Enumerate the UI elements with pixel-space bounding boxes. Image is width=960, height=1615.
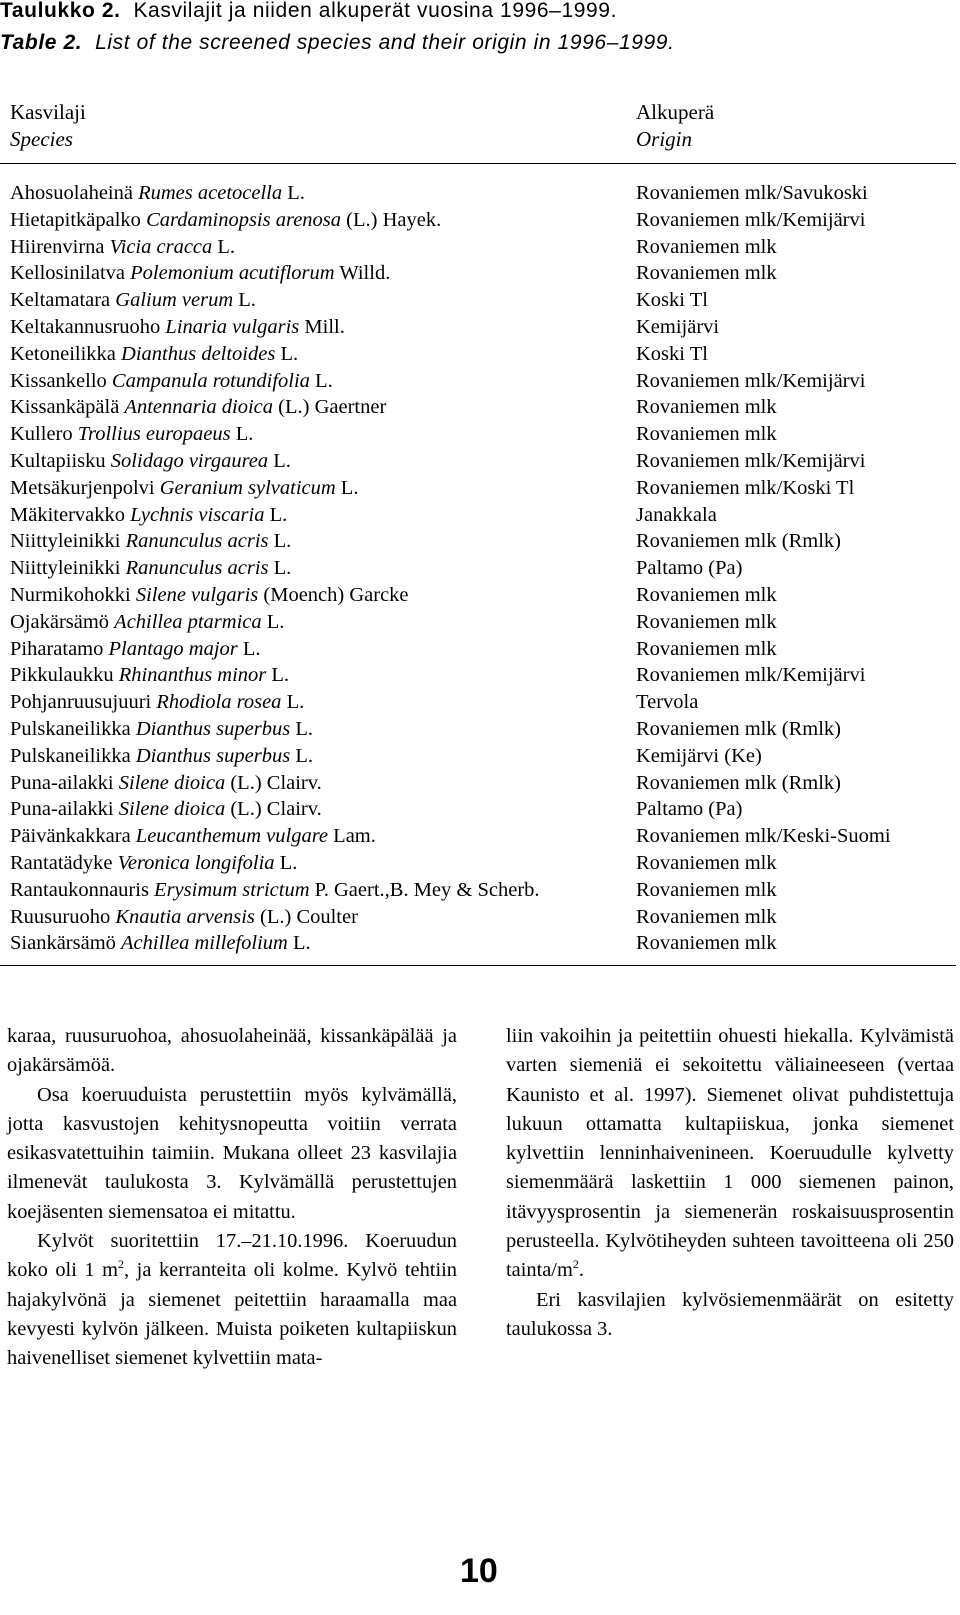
- origin-cell: Rovaniemen mlk/Keski-Suomi: [636, 825, 891, 848]
- species-cell: [10, 316, 345, 339]
- origin-cell: Rovaniemen mlk: [636, 851, 777, 874]
- latin-name: Dianthus deltoides: [121, 342, 276, 365]
- page-number: 10: [460, 1552, 498, 1590]
- table-row: [0, 772, 956, 799]
- table-row: [0, 906, 956, 933]
- table-row: [0, 209, 956, 236]
- species-cell: [10, 852, 297, 875]
- author-name: P. Gaert.,B. Mey & Scherb.: [314, 878, 540, 901]
- latin-name: Campanula rotundifolia: [111, 369, 310, 392]
- origin-cell: Rovaniemen mlk/Kemijärvi: [636, 664, 866, 687]
- origin-cell: Rovaniemen mlk/Kemijärvi: [636, 369, 866, 392]
- common-name: Hiirenvirna: [10, 235, 105, 258]
- species-cell: [10, 879, 540, 902]
- species-cell: [10, 530, 291, 553]
- table-row: [0, 557, 956, 584]
- col-header-species-en: Species: [10, 127, 73, 151]
- col-header-origin-en: Origin: [636, 127, 693, 151]
- species-cell: [10, 396, 386, 419]
- author-name: L.: [340, 476, 359, 499]
- common-name: Niittyleinikki: [10, 557, 121, 580]
- table-row: [0, 825, 956, 852]
- species-cell: [10, 932, 311, 955]
- origin-cell: Rovaniemen mlk: [636, 932, 777, 955]
- species-cell: [10, 664, 289, 687]
- latin-name: Veronica longifolia: [117, 851, 275, 874]
- latin-name: Leucanthemum vulgare: [135, 825, 329, 848]
- origin-cell: Rovaniemen mlk: [636, 637, 777, 660]
- species-cell: [10, 584, 409, 607]
- author-name: (L.) Hayek.: [346, 208, 442, 231]
- table-row: [0, 798, 956, 825]
- author-name: L.: [292, 932, 311, 955]
- table-row: [0, 530, 956, 557]
- species-cell: [10, 798, 322, 821]
- latin-name: Ranunculus acris: [125, 557, 269, 580]
- table-row: [0, 718, 956, 745]
- common-name: Kullero: [10, 423, 73, 446]
- author-name: L.: [269, 503, 288, 526]
- latin-name: Silene vulgaris: [135, 583, 259, 606]
- author-name: L.: [217, 235, 236, 258]
- species-cell: [10, 236, 235, 259]
- latin-name: Trollius europaeus: [77, 423, 231, 446]
- table-title-english: List of the screened species and their origin in 1996–1999.: [95, 31, 675, 54]
- species-cell: [10, 262, 390, 285]
- table-row: [0, 396, 956, 423]
- table-row: [0, 691, 956, 718]
- common-name: Ketoneilikka: [10, 342, 116, 365]
- latin-name: Antennaria dioica: [124, 396, 274, 419]
- common-name: Päivänkakkara: [10, 825, 131, 848]
- origin-cell: Kemijärvi: [636, 315, 720, 338]
- latin-name: Ranunculus acris: [125, 530, 269, 553]
- latin-name: Vicia cracca: [109, 235, 213, 258]
- table-row: [0, 343, 956, 370]
- author-name: Willd.: [339, 262, 391, 285]
- origin-cell: Paltamo (Pa): [636, 798, 743, 821]
- species-cell: [10, 772, 322, 795]
- latin-name: Knautia arvensis: [115, 905, 255, 928]
- origin-cell: Rovaniemen mlk: [636, 610, 777, 633]
- author-name: (L.) Clairv.: [230, 771, 322, 794]
- table-bottom-rule: [0, 965, 956, 966]
- author-name: L.: [295, 744, 313, 767]
- author-name: (Moench) Garcke: [263, 583, 409, 606]
- origin-cell: Koski Tl: [636, 289, 708, 312]
- table-caption-english: [0, 31, 675, 55]
- table-row: [0, 477, 956, 504]
- paragraph: Osa koeruuduista perustettiin myös kylvämällä, jotta kasvustojen kehitysnopeutta voitiin verrata esikasvatettuihin taimiin. Mukana olleet 23 kasvilajia ilmenevät taulukosta 3. Kylvämällä perustettujen koejäsenten siemensatoa ei mitattu.: [7, 1083, 457, 1223]
- paragraph: Eri kasvilajien kylvösiemenmäärät on esitetty taulukossa 3.: [506, 1288, 954, 1340]
- species-cell: [10, 825, 376, 848]
- table-row: [0, 262, 956, 289]
- latin-name: Cardaminopsis arenosa: [146, 208, 342, 231]
- origin-cell: Rovaniemen mlk/Kemijärvi: [636, 208, 866, 231]
- origin-cell: Paltamo (Pa): [636, 557, 743, 580]
- table-row: [0, 504, 956, 531]
- origin-cell: Rovaniemen mlk: [636, 905, 777, 928]
- common-name: Pulskaneilikka: [10, 744, 131, 767]
- common-name: Nurmikohokki: [10, 583, 131, 606]
- common-name: Ahosuolaheinä: [10, 182, 133, 204]
- common-name: Metsäkurjenpolvi: [10, 476, 155, 499]
- origin-cell: Rovaniemen mlk (Rmlk): [636, 530, 841, 553]
- origin-cell: Kemijärvi (Ke): [636, 744, 762, 767]
- origin-cell: Rovaniemen mlk: [636, 878, 777, 901]
- species-cell: [10, 343, 298, 366]
- table-row: [0, 879, 956, 906]
- table-caption-finnish: [0, 0, 617, 23]
- species-cell: [10, 182, 305, 205]
- species-cell: [10, 450, 291, 473]
- common-name: Pohjanruusujuuri: [10, 691, 152, 714]
- common-name: Puna-ailakki: [10, 798, 114, 821]
- common-name: Pikkulaukku: [10, 664, 114, 687]
- author-name: L.: [271, 664, 290, 687]
- latin-name: Polemonium acutiflorum: [130, 262, 335, 285]
- origin-cell: Rovaniemen mlk: [636, 423, 777, 446]
- common-name: Keltakannusruoho: [10, 315, 161, 338]
- table-row: [0, 316, 956, 343]
- common-name: Pulskaneilikka: [10, 717, 131, 740]
- common-name: Kellosinilatva: [10, 262, 126, 285]
- common-name: Rantaukonnauris: [10, 878, 149, 901]
- common-name: Ojakärsämö: [10, 610, 110, 633]
- origin-cell: Rovaniemen mlk: [636, 583, 777, 606]
- common-name: Hietapitkäpalko: [10, 208, 141, 231]
- species-cell: [10, 745, 313, 768]
- table-header-rule: [0, 163, 956, 164]
- origin-cell: Rovaniemen mlk: [636, 262, 777, 285]
- origin-cell: Rovaniemen mlk/Savukoski: [636, 182, 868, 204]
- author-name: L.: [279, 851, 298, 874]
- origin-cell: Rovaniemen mlk/Kemijärvi: [636, 449, 866, 472]
- table-label-finnish: Taulukko 2.: [0, 0, 121, 22]
- latin-name: Solidago virgaurea: [110, 449, 269, 472]
- latin-name: Plantago major: [108, 637, 238, 660]
- table-row: [0, 423, 956, 450]
- species-cell: [10, 504, 287, 527]
- common-name: Niittyleinikki: [10, 530, 121, 553]
- author-name: L.: [286, 691, 305, 714]
- author-name: L.: [315, 369, 333, 392]
- latin-name: Geranium sylvaticum: [159, 476, 336, 499]
- species-cell: [10, 370, 333, 393]
- author-name: L.: [266, 610, 285, 633]
- species-cell: [10, 477, 358, 500]
- author-name: L.: [273, 557, 292, 580]
- table-row: [0, 370, 956, 397]
- latin-name: Rhinanthus minor: [118, 664, 267, 687]
- table-row: [0, 638, 956, 665]
- col-header-origin-fi: Alkuperä: [636, 100, 715, 124]
- species-cell: [10, 718, 313, 741]
- latin-name: Silene dioica: [118, 771, 226, 794]
- table-row: [0, 450, 956, 477]
- author-name: L.: [273, 449, 291, 472]
- body-column-left: [7, 1022, 457, 1374]
- common-name: Ruusuruoho: [10, 905, 111, 928]
- common-name: Kissankäpälä: [10, 396, 120, 419]
- author-name: L.: [280, 342, 299, 365]
- common-name: Mäkitervakko: [10, 503, 125, 526]
- table-row: [0, 932, 956, 959]
- author-name: (L.) Coulter: [260, 905, 358, 928]
- species-cell: [10, 423, 253, 446]
- latin-name: Achillea ptarmica: [114, 610, 262, 633]
- common-name: Puna-ailakki: [10, 771, 114, 794]
- origin-cell: Rovaniemen mlk (Rmlk): [636, 771, 841, 794]
- latin-name: Erysimum strictum: [154, 878, 310, 901]
- author-name: L.: [295, 717, 313, 740]
- table-row: [0, 182, 956, 209]
- common-name: Keltamatara: [10, 289, 111, 312]
- species-cell: [10, 209, 441, 232]
- origin-cell: Rovaniemen mlk/Koski Tl: [636, 476, 855, 499]
- latin-name: Achillea millefolium: [121, 932, 288, 955]
- common-name: Kultapiisku: [10, 449, 106, 472]
- species-cell: [10, 289, 256, 312]
- latin-name: Dianthus superbus: [135, 717, 291, 740]
- author-name: Lam.: [333, 825, 376, 848]
- species-cell: [10, 906, 358, 929]
- body-column-right: [506, 1022, 954, 1344]
- table-row: [0, 289, 956, 316]
- author-name: L.: [238, 289, 256, 312]
- species-cell: [10, 638, 261, 661]
- author-name: L.: [242, 637, 261, 660]
- latin-name: Galium verum: [115, 289, 234, 312]
- table-row: [0, 584, 956, 611]
- common-name: Piharatamo: [10, 637, 104, 660]
- origin-cell: Koski Tl: [636, 342, 708, 365]
- author-name: L.: [273, 530, 292, 553]
- origin-cell: Janakkala: [636, 503, 717, 526]
- origin-cell: Tervola: [636, 691, 699, 714]
- paragraph: Kylvöt suoritettiin 17.–21.10.1996. Koeruudun koko oli 1 $m^2$, ja kerranteita oli kolme. Kylvö tehtiin hajakylvönä ja siemenet peitettiin haraamalla maa kevyesti kylvön jälkeen. Muista poiketen kultapiiskun haivenelliset siemenet kylvettiin mata-: [7, 1230, 457, 1370]
- paragraph: liin vakoihin ja peitettiin ohuesti hiekalla. Kylvämistä varten siemeniä ei sekoitettu väliaineeseen (vertaa Kaunisto et al. 1997). Siemenet olivat puhdistettuja lukuun ottamatta kultapiiskua, jonka siemenet kylvettiin lenninhaivenineen. Koeruudulle kylvetty siemenmäärä laskettiin 1 000 siemenen painon, itävyysprosentin ja siemenerän roskaisuusprosentin perusteella. Kylvötiheyden suhteen tavoitteena oli 250 tainta/$m^2$.: [506, 1025, 954, 1282]
- origin-cell: Rovaniemen mlk: [636, 396, 777, 419]
- origin-cell: Rovaniemen mlk (Rmlk): [636, 717, 841, 740]
- common-name: Rantatädyke: [10, 851, 113, 874]
- author-name: L.: [235, 423, 254, 446]
- table-row: [0, 664, 956, 691]
- species-cell: [10, 557, 291, 580]
- table-row: [0, 852, 956, 879]
- latin-name: Linaria vulgaris: [165, 315, 300, 338]
- latin-name: Lychnis viscaria: [130, 503, 265, 526]
- common-name: Siankärsämö: [10, 932, 116, 955]
- paragraph: karaa, ruusuruohoa, ahosuolaheinää, kissankäpälää ja ojakärsämöä.: [7, 1025, 457, 1077]
- author-name: L.: [287, 182, 305, 204]
- latin-name: Dianthus superbus: [135, 744, 291, 767]
- table-row: [0, 236, 956, 263]
- table-row: [0, 745, 956, 772]
- latin-name: Rumes acetocella: [138, 182, 283, 204]
- origin-cell: Rovaniemen mlk: [636, 235, 777, 258]
- species-cell: [10, 611, 284, 634]
- common-name: Kissankello: [10, 369, 107, 392]
- author-name: (L.) Clairv.: [230, 798, 322, 821]
- latin-name: Rhodiola rosea: [156, 691, 282, 714]
- table-title-finnish: Kasvilajit ja niiden alkuperät vuosina 1996–1999.: [133, 0, 617, 22]
- table-row: [0, 611, 956, 638]
- author-name: (L.) Gaertner: [278, 396, 387, 419]
- species-table-body: [0, 182, 956, 959]
- table-label-english: Table 2.: [0, 31, 83, 54]
- latin-name: Silene dioica: [118, 798, 226, 821]
- col-header-species-fi: Kasvilaji: [10, 100, 86, 124]
- author-name: Mill.: [304, 315, 345, 338]
- species-cell: [10, 691, 304, 714]
